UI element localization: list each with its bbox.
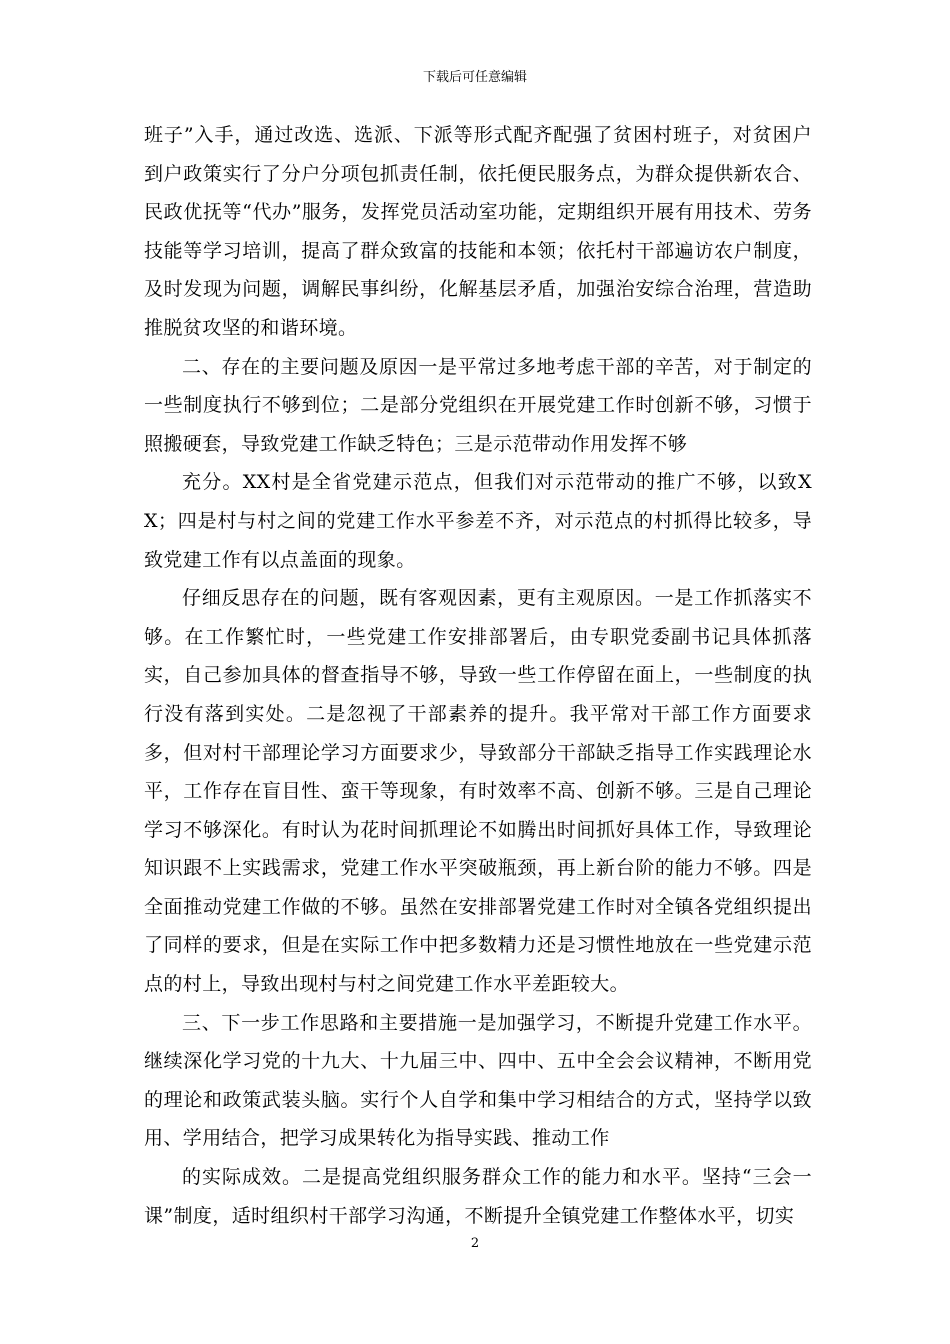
- paragraph-5: 三、下一步工作思路和主要措施一是加强学习，不断提升党建工作水平。继续深化学习党的十九大、十九届三中、四中、五中全会会议精神，不断用党的理论和政策武装头脑。实行个人自学和集中学习相结合的方式，坚持学以致用、学用结合，把学习成果转化为指导实践、推动工作: [144, 1011, 812, 1150]
- page-header: 下载后可任意编辑: [422, 70, 527, 85]
- paragraph-3: 充分。XX村是全省党建示范点，但我们对示范带动的推广不够，以致XX；四是村与村之间的党建工作水平参差不齐，对示范点的村抓得比较多，导致党建工作有以点盖面的现象。: [144, 471, 812, 571]
- paragraph-2: 二、存在的主要问题及原因一是平常过多地考虑干部的辛苦，对于制定的一些制度执行不够到位；二是部分党组织在开展党建工作时创新不够，习惯于照搬硬套，导致党建工作缺乏特色；三是示范带动作用发挥不够: [144, 355, 812, 455]
- paragraph-1: 班子”入手，通过改选、选派、下派等形式配齐配强了贫困村班子，对贫困户到户政策实行了分户分项包抓责任制，依托便民服务点，为群众提供新农合、民政优抚等“代办”服务，发挥党员活动室功能，定期组织开展有用技术、劳务技能等学习培训，提高了群众致富的技能和本领；依托村干部遍访农户制度，及时发现为问题，调解民事纠纷，化解基层矛盾，加强治安综合治理，营造助推脱贫攻坚的和谐环境。: [144, 124, 812, 339]
- page-number: 2: [470, 1236, 480, 1251]
- document-body: [144, 116, 812, 1235]
- paragraph-6: 的实际成效。二是提高党组织服务群众工作的能力和水平。坚持“三会一课”制度，适时组织村干部学习沟通，不断提升全镇党建工作整体水平，切实: [144, 1166, 812, 1227]
- paragraph-4: 仔细反思存在的问题，既有客观因素，更有主观原因。一是工作抓落实不够。在工作繁忙时，一些党建工作安排部署后，由专职党委副书记具体抓落实，自己参加具体的督查指导不够，导致一些工作停留在面上，一些制度的执行没有落到实处。二是忽视了干部素养的提升。我平常对干部工作方面要求多，但对村干部理论学习方面要求少，导致部分干部缺乏指导工作实践理论水平，工作存在盲目性、蛮干等现象，有时效率不高、创新不够。三是自己理论学习不够深化。有时认为花时间抓理论不如腾出时间抓好具体工作，导致理论知识跟不上实践需求，党建工作水平突破瓶颈，再上新台阶的能力不够。四是全面推动党建工作做的不够。虽然在安排部署党建工作时对全镇各党组织提出了同样的要求，但是在实际工作中把多数精力还是习惯性地放在一些党建示范点的村上，导致出现村与村之间党建工作水平差距较大。: [144, 587, 812, 996]
